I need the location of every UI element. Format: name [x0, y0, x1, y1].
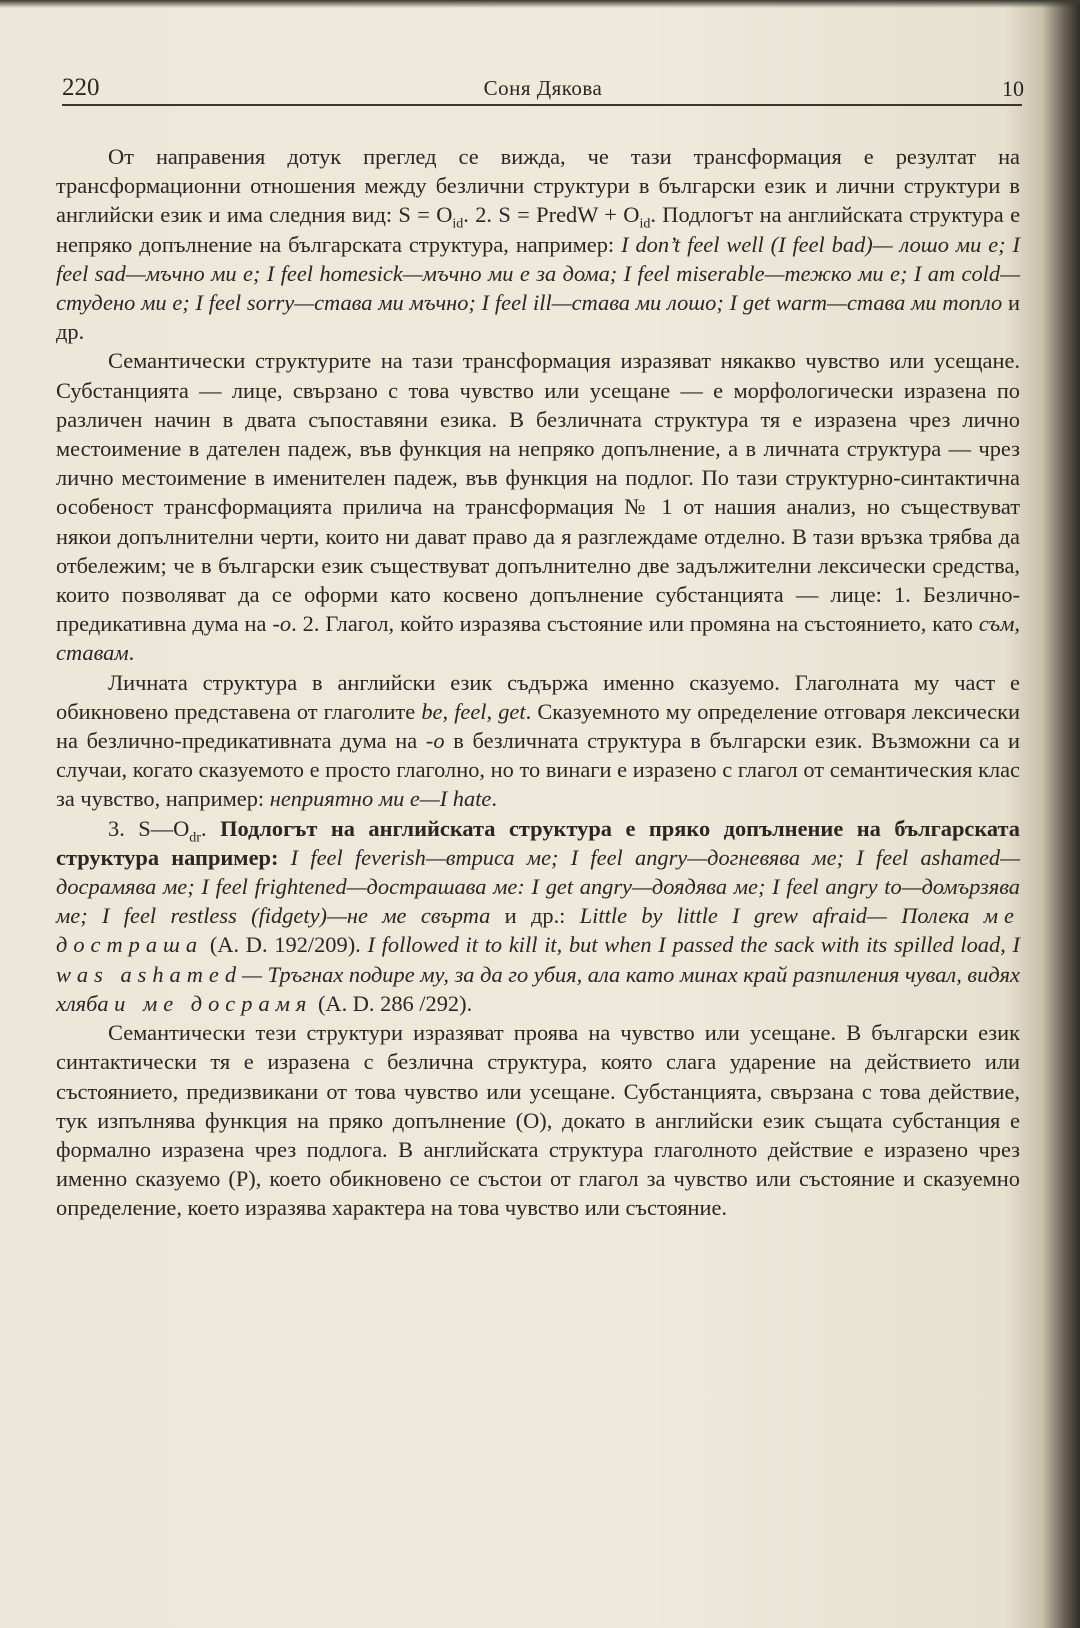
subscript: id: [639, 216, 651, 232]
paragraph-4: [56, 814, 1020, 1018]
header-rule: [62, 104, 1022, 106]
italic-example: -о: [272, 611, 292, 637]
italic-example: be, feel, get: [421, 698, 526, 724]
italic-example: I feel feverish—втриса ме; I feel angry—догневява ме; I feel ashamed—досрамява ме; I feel frightened—дострашава ме: I get angry—доядява ме; I feel angry to—домързява ме; I feel restless (fidgety)—не ме свърта: [56, 844, 1020, 929]
subscript: dr: [189, 830, 201, 846]
text-run: .: [200, 815, 221, 841]
paragraph-1: [56, 142, 1020, 346]
paragraph-5: [56, 1018, 1020, 1222]
text-run: . 2. Глагол, който изразява състояние или промяна на състоянието, като: [291, 611, 979, 637]
subscript: id: [452, 216, 464, 232]
text-run: Семантически тези структури изразяват проява на чувство или усещане. В български език синтактически тя е изразена с безлична структура, която слага ударение на действието или състоянието, предизвикани от това чувство или усещане. Субстанцията, свързана с това действие, тук изпълнява функция на пряко допълнение (O), докато в английски език същата субстанция е формално изразена чрез подлога. В английската структура глаголното действие е изразено чрез именно сказуемо (P), което обикновено се състои от глагол за чувство или състояние и сказуемно определение, което изразява характера на това чувство или състояние.: [56, 1020, 1020, 1221]
text-run: .: [128, 640, 135, 666]
running-head-section-number: 10: [1002, 76, 1024, 101]
text-run: (A. D. 286 /292).: [312, 990, 473, 1016]
text-run: в безличната структура в български език. Възможни са и случаи, когато сказуемото е просто глаголно, но то винаги е изразено с глагол от семантическия клас за чувство, например:: [56, 728, 1021, 812]
text-run: От направения дотук преглед се вижда, че тази трансформация е резултат на трансформационни отношения между безлични структури в български език и лични структури в английски език и има следния вид: S = O: [56, 144, 1020, 228]
text-run: и др.: [56, 290, 1020, 345]
page-number: 220: [62, 74, 100, 101]
italic-example: неприятно ми е—I hate: [269, 786, 492, 812]
text-run: .: [491, 786, 497, 812]
text-run: . Подлогът на английската структура е непряко допълнение на българската структура, например:: [56, 202, 1021, 257]
body-text: [56, 142, 1020, 1223]
text-run: [278, 845, 290, 870]
text-run: и др.:: [490, 903, 580, 929]
bold-heading-text: Подлогът на английската структура е пряко допълнение на българската структура например:: [56, 815, 1020, 870]
text-run: (A. D. 192/209).: [203, 932, 368, 958]
text-run: . 2. S = PredW + O: [463, 202, 640, 228]
paragraph-2: [56, 346, 1020, 667]
spaced-emphasis: и ме досрамя: [114, 990, 313, 1016]
text-run: Семантически структурите на тази трансформация изразяват някакво чувство или усещане. Субстанцията — лице, свързано с това чувство или усещане — е морфологически изразена по различен начин в двата съпоставяни езика. В безличната структура тя е изразена чрез лично местоимение в дателен падеж, във функция на непряко допълнение, а в личната структура — чрез лично местоимение в именителен падеж, във функция на подлог. По тази структурно-синтактична особеност трансформацията прилича на трансформация № 1 от нашия анализ, но съществуват някои допълнителни черти, които ни дават право да я разглеждаме отделно. В тази връзка трябва да отбележим; че в български език съществуват допълнително две задължителни лексически средства, които позволяват да се оформи като косвено допълнение субстанцията — лице: 1. Безлично-предикативна дума на: [56, 348, 1020, 637]
text-run: 3. S—O: [108, 815, 190, 841]
italic-example: I followed it to kill it, but when I passed the sack with its spilled load, I: [367, 932, 1020, 958]
page-top-shadow: [0, 0, 1080, 8]
spaced-emphasis: was ashamed: [56, 961, 243, 987]
italic-example: -о: [425, 728, 445, 754]
italic-example: — Тръгнах подире му, за да го убия, ала като минах край разпиления чувал, видях хляба: [56, 961, 1020, 1016]
italic-example: I don’t feel well (I feel bad)— лошо ми е; I feel sad—мъчно ми е; I feel homesick—мъчно ми е за дома; I feel miserable—тежко ми е; I am cold—студено ми е; I feel sorry—става ми мъчно; I feel ill—става ми лошо; I get warm—става ми топло: [56, 231, 1020, 316]
text-run: . Сказуемното му определение отговаря лексически на безлично-предикативната дума на: [56, 698, 1021, 754]
italic-example: съм, ставам: [56, 611, 1020, 666]
text-run: Личната структура в английски език съдържа именно сказуемо. Глаголната му част е обикновено представена от глаголите: [56, 669, 1020, 724]
paragraph-3: [56, 668, 1020, 814]
running-head-author: Соня Дякова: [483, 76, 603, 100]
italic-example: Little by little I grew afraid— Полека: [579, 903, 984, 929]
spaced-emphasis: ме дострашa: [56, 903, 1020, 958]
